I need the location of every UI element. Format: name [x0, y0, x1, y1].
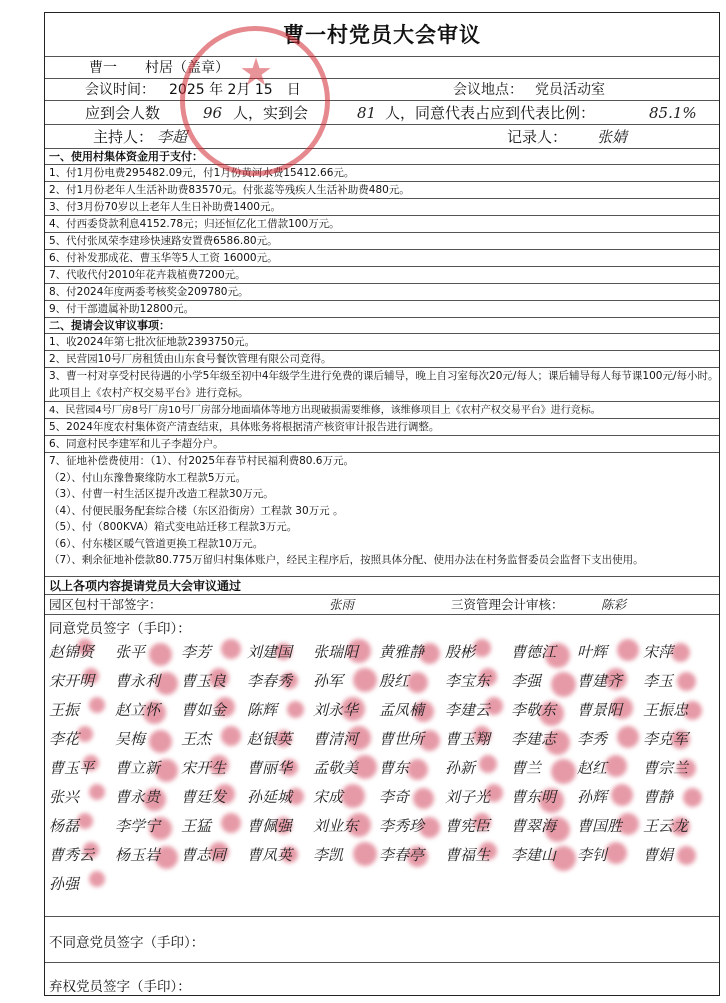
section-1-item: 1、付1月份电费295482.09元，付1月份黄河水费15412.66元。 — [45, 165, 719, 182]
member-signature: 赵银英 — [247, 730, 293, 748]
fingerprint-mark — [605, 755, 627, 777]
section-1-item: 6、付补发那成花、曹玉华等5人工资 16000元。 — [45, 250, 719, 267]
section-1-item: 4、付西委贷款利息4152.78元；归还恒亿化工借款100万元。 — [45, 216, 719, 233]
fingerprint-mark — [677, 672, 696, 691]
accountant-signature: 陈彩 — [601, 597, 627, 612]
member-signature: 宋开明 — [49, 672, 95, 690]
fingerprint-mark — [89, 871, 105, 887]
fingerprint-mark — [341, 784, 365, 808]
member-signature: 杨磊 — [49, 817, 80, 835]
section-2-item: 5、2024年度农村集体资产清查结束，具体账务将根据清产核资审计报告进行调整。 — [45, 419, 719, 436]
member-signature: 刘业东 — [313, 817, 359, 835]
attend-unit-2: 人，同意代表占应到代表比例： — [385, 104, 596, 122]
compensation-subitem: （2）、付山东豫鲁聚缘防水工程款5万元。 — [49, 471, 247, 484]
member-signature: 曹宗兰 — [643, 759, 689, 777]
ratio-value: 85.1% — [649, 104, 697, 122]
accountant-label: 三资管理会计审核： — [451, 597, 564, 612]
fingerprint-mark — [353, 842, 377, 866]
member-signature: 张瑞阳 — [313, 643, 359, 661]
member-signature: 曹玉平 — [49, 759, 95, 777]
section-2-item: 6、同意村民李建军和儿子李超分户。 — [45, 436, 719, 453]
member-signature: 孟敬美 — [313, 759, 359, 777]
member-signature: 曹永贵 — [115, 788, 161, 806]
section-2-item: 4、民营园4号厂房8号厂房10号厂房部分地面墙体等地方出现破损需要维修，该维修项目上《农村产权交易平台》进行竞标。 — [45, 402, 719, 419]
member-signature: 赵立怀 — [115, 701, 161, 719]
meeting-place-value: 党员活动室 — [535, 82, 605, 98]
meeting-time-label: 会议时间： — [85, 82, 155, 98]
member-signature: 曹翠海 — [511, 817, 557, 835]
fingerprint-mark — [617, 639, 639, 661]
recorder-value: 张婧 — [597, 128, 628, 146]
section-2-item: 3、曹一村对享受村民待遇的小学5年级至初中4年级学生进行免费的课后辅导，晚上自习室每次20元/每人；课后辅导每人每节课100元/每小时。此项目上《农村产权交易平台》进行竞标。 — [45, 368, 719, 402]
member-signature: 曹清河 — [313, 730, 359, 748]
fingerprint-mark — [149, 730, 172, 753]
member-signature: 曹志同 — [181, 846, 227, 864]
member-signature: 曹德江 — [511, 643, 557, 661]
member-signature: 王云龙 — [643, 817, 689, 835]
host-label: 主持人： — [93, 128, 154, 146]
compensation-subitem: （7）、剩余征地补偿款80.775万留归村集体账户，经民主程序后，按照具体分配、使用办法在村务监督委员会监督下支出使用。 — [49, 554, 644, 566]
member-signature: 李钊 — [577, 846, 608, 864]
member-signature: 曹兰 — [511, 759, 542, 777]
member-signature: 曹国胜 — [577, 817, 623, 835]
member-signature: 黄雅静 — [379, 643, 425, 661]
member-signature: 曹玉良 — [181, 672, 227, 690]
section-2-item: 7、征地补偿费使用：（1）、付2025年春节村民福利费80.6万元。 — [49, 455, 354, 467]
member-signature: 曹永利 — [115, 672, 161, 690]
member-signature: 吴梅 — [115, 730, 146, 748]
member-signature: 李克军 — [643, 730, 689, 748]
member-signature: 李学宁 — [115, 817, 161, 835]
meeting-time-value: 2025 年 2月 15 日 — [169, 82, 301, 98]
member-signature: 李秀珍 — [379, 817, 425, 835]
host-value: 李超 — [157, 128, 188, 146]
compensation-block — [45, 453, 719, 577]
member-signature: 曹如金 — [181, 701, 227, 719]
section-2-item: 1、收2024年第七批次征地款2393750元。 — [45, 334, 719, 351]
member-signature: 李建山 — [511, 846, 557, 864]
member-signature: 王杰 — [181, 730, 212, 748]
cadre-label: 园区包村干部签字： — [49, 597, 162, 612]
attend-should-value: 96 — [203, 104, 223, 122]
fingerprint-mark — [671, 643, 690, 662]
fingerprint-mark — [473, 639, 491, 657]
member-signature: 赵红 — [577, 759, 608, 777]
member-signature: 刘永华 — [313, 701, 359, 719]
member-signature: 孙强 — [49, 875, 80, 893]
document-title: 曹一村党员大会审议 — [45, 13, 719, 57]
fingerprint-mark — [89, 697, 105, 713]
member-signature: 孙延城 — [247, 788, 293, 806]
member-signature: 曹廷发 — [181, 788, 227, 806]
village-line — [45, 57, 719, 79]
member-signature: 曹丽华 — [247, 759, 293, 777]
cadre-row — [45, 595, 719, 615]
seal-star-icon: ★ — [238, 50, 274, 94]
member-signature: 李强 — [511, 672, 542, 690]
section-2-item: 2、民营园10号厂房租赁由山东食号餐饮管理有限公司竞得。 — [45, 351, 719, 368]
member-signature: 赵锦贤 — [49, 643, 95, 661]
member-signature: 宋成 — [313, 788, 344, 806]
meeting-place-label: 会议地点： — [453, 82, 523, 98]
member-signature: 宋萍 — [643, 643, 674, 661]
member-signature: 王振忠 — [643, 701, 689, 719]
member-signature: 杨玉岩 — [115, 846, 161, 864]
fingerprint-mark — [611, 784, 633, 806]
section-2-title: 二、提请会议审议事项： — [45, 318, 719, 334]
member-signature: 曹佩强 — [247, 817, 293, 835]
fingerprint-mark — [683, 788, 702, 807]
compensation-subitem: （6）、付东楼区暖气管道更换工程款10万元。 — [49, 537, 264, 550]
section-1-item: 9、付干部遗属补助12800元。 — [45, 301, 719, 318]
member-signature: 李敬东 — [511, 701, 557, 719]
section-1-item: 3、付3月份70岁以上老年人生日补助费1400元。 — [45, 199, 719, 216]
member-signature: 曹娟 — [643, 846, 674, 864]
member-signature: 曹宪臣 — [445, 817, 491, 835]
meeting-info-row — [45, 79, 719, 101]
fingerprint-mark — [407, 672, 428, 693]
compensation-subitem: （5）、付（800KVA）箱式变电站迁移工程款3万元。 — [49, 521, 298, 533]
member-signature: 殷红 — [379, 672, 410, 690]
fingerprint-mark — [287, 701, 304, 718]
fingerprint-mark — [617, 726, 639, 748]
fingerprint-mark — [551, 672, 576, 697]
fingerprint-mark — [353, 668, 377, 692]
member-signature: 曹世所 — [379, 730, 425, 748]
fingerprint-mark — [413, 788, 434, 809]
agree-signature-area — [45, 615, 719, 917]
attend-actual-value: 81 — [357, 104, 377, 122]
member-signature: 孙军 — [313, 672, 344, 690]
section-1-item: 2、付1月份老年人生活补助费83570元。付张蕊等残疾人生活补助费480元。 — [45, 182, 719, 199]
section-1-item: 5、代付张凤荣李建珍快速路安置费6586.80元。 — [45, 233, 719, 250]
disagree-label: 不同意党员签字（手印）： — [49, 935, 205, 951]
abstain-label: 弃权党员签字（手印）： — [49, 979, 191, 995]
member-signature: 曹立新 — [115, 759, 161, 777]
member-signature: 张平 — [115, 643, 146, 661]
member-signature: 刘子光 — [445, 788, 491, 806]
member-signature: 李秀 — [577, 730, 608, 748]
attend-should-label: 应到会人数 — [85, 104, 161, 122]
member-signature: 殷彬 — [445, 643, 476, 661]
agree-label: 同意党员签字（手印）： — [49, 621, 191, 637]
member-signature: 李凯 — [313, 846, 344, 864]
member-signature: 李春秀 — [247, 672, 293, 690]
attendance-row — [45, 101, 719, 125]
fingerprint-mark — [149, 643, 172, 666]
member-signature: 刘建国 — [247, 643, 293, 661]
section-1-item: 8、付2024年度两委考核奖金209780元。 — [45, 284, 719, 301]
member-signature: 曹景阳 — [577, 701, 623, 719]
compensation-subitem: （3）、付曹一村生活区提升改造工程款30万元。 — [49, 488, 274, 500]
document-page — [44, 12, 720, 996]
member-signature: 李奇 — [379, 788, 410, 806]
member-signature: 孙辉 — [577, 788, 608, 806]
member-signature: 李宝东 — [445, 672, 491, 690]
member-signature: 曹福生 — [445, 846, 491, 864]
member-signature: 曹建齐 — [577, 672, 623, 690]
section-1-item: 7、代收代付2010年花卉栽植费7200元。 — [45, 267, 719, 284]
abstain-area — [45, 963, 719, 1003]
member-signature: 王振 — [49, 701, 80, 719]
member-signature: 李玉 — [643, 672, 674, 690]
member-signature: 孟凤楠 — [379, 701, 425, 719]
member-signature: 李花 — [49, 730, 80, 748]
member-signature: 曹静 — [643, 788, 674, 806]
member-signature: 王猛 — [181, 817, 212, 835]
conclusion-line: 以上各项内容提请党员大会审议通过 — [45, 577, 719, 595]
member-signature: 李建志 — [511, 730, 557, 748]
fingerprint-mark — [407, 759, 428, 780]
member-signature: 陈辉 — [247, 701, 278, 719]
fingerprint-mark — [77, 726, 93, 742]
member-signature: 曹玉翔 — [445, 730, 491, 748]
fingerprint-mark — [551, 759, 576, 784]
village-seal-stamp — [180, 26, 330, 176]
member-signature: 曹东 — [379, 759, 410, 777]
member-signature: 李芳 — [181, 643, 212, 661]
member-signature: 曹凤英 — [247, 846, 293, 864]
member-signature: 曹秀云 — [49, 846, 95, 864]
cadre-signature: 张雨 — [329, 597, 355, 612]
fingerprint-mark — [89, 784, 105, 800]
attend-unit-1: 人，实到会 — [233, 104, 309, 122]
compensation-subitem: （4）、付便民服务配套综合楼（东区沿街房）工程款 30万元 。 — [49, 504, 344, 517]
member-signature: 张兴 — [49, 788, 80, 806]
fingerprint-mark — [221, 726, 241, 746]
fingerprint-mark — [677, 846, 696, 865]
recorder-label: 记录人： — [507, 128, 568, 146]
fingerprint-mark — [77, 813, 93, 829]
fingerprint-mark — [605, 842, 627, 864]
village-label: 曹一 村居（盖章） — [89, 60, 229, 76]
fingerprint-mark — [479, 755, 497, 773]
member-signature: 叶辉 — [577, 643, 608, 661]
host-row — [45, 125, 719, 149]
disagree-area — [45, 917, 719, 963]
member-signature: 曹东明 — [511, 788, 557, 806]
section-1-title: 一、使用村集体资金用于支付： — [45, 149, 719, 165]
fingerprint-mark — [221, 639, 241, 659]
member-signature: 李建云 — [445, 701, 491, 719]
member-signature: 孙新 — [445, 759, 476, 777]
fingerprint-mark — [221, 813, 241, 833]
member-signature: 李春亭 — [379, 846, 425, 864]
member-signature: 宋开生 — [181, 759, 227, 777]
